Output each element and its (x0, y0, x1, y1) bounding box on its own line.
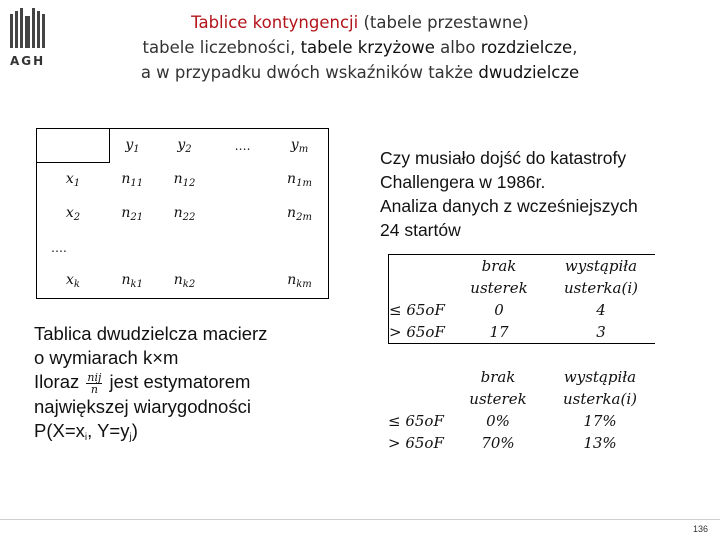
cell-n12: $n_{12}$ (173, 170, 196, 189)
cell-n22: $n_{22}$ (173, 204, 196, 223)
header-text: wystąpiła (563, 368, 637, 386)
title-line-1 (60, 10, 660, 35)
table-row (37, 265, 329, 299)
row-label-x2: $x_2$ (37, 197, 110, 231)
cell-n2m: $n_{2m}$ (272, 197, 329, 231)
table-header-row (388, 366, 654, 410)
row-label-xk: $x_k$ (37, 265, 110, 299)
cell-value: 70% (481, 434, 515, 452)
desc-line-3-a: Iloraz (34, 371, 85, 392)
cell-value: 17 (451, 321, 547, 344)
cell-n11: $n_{11}$ (121, 170, 144, 189)
row-label-dots: …. (37, 231, 110, 265)
desc-line-3-b: jest estymatorem (104, 371, 251, 392)
agh-logo-mark (10, 8, 46, 52)
header-corner-cell (37, 129, 110, 163)
row-label-cold: ≤ 65oF (388, 412, 444, 430)
header-corner-cell (388, 366, 450, 410)
table-row (37, 231, 329, 265)
desc-sub-i: i (84, 431, 88, 443)
cell-value: 0% (486, 412, 510, 430)
title-line-3-a: a w przypadku dwóch wskaźników także (140, 63, 479, 82)
cell-empty (214, 197, 272, 231)
desc-line-3 (34, 370, 324, 395)
desc-line-2 (34, 346, 324, 370)
contingency-table (36, 128, 329, 299)
title-line-2 (60, 35, 660, 60)
cell-empty (214, 163, 272, 197)
cell-n1m: $n_{1m}$ (272, 163, 329, 197)
header-cell-dots: …. (214, 129, 272, 163)
cell-empty (214, 265, 272, 299)
agh-logo-text: AGH (10, 54, 46, 68)
fraction-numerator: nij (87, 370, 102, 384)
cell-value: 4 (596, 301, 606, 319)
title-term-distribution: rozdzielcze (480, 38, 573, 57)
title-line-3 (60, 60, 660, 85)
header-cell-no-defect (451, 255, 547, 300)
title-term-red: Tablice kontyngencji (191, 13, 359, 32)
cell-nk2: $n_{k2}$ (156, 265, 214, 299)
cell-empty (109, 231, 156, 265)
desc-sub-j: j (129, 431, 132, 443)
table-row (389, 321, 656, 344)
header-text: usterka(i) (563, 390, 637, 408)
header-text: usterek (470, 279, 528, 297)
header-cell-y2: $y_2$ (156, 129, 214, 163)
header-text: brak (480, 368, 516, 386)
table-row (37, 163, 329, 197)
header-cell-no-defect (450, 366, 546, 410)
row-label-warm: > 65oF (388, 434, 444, 452)
desc-line-5-a: P(X=x (34, 419, 85, 441)
slide-title (60, 10, 660, 85)
desc-line-5-b: , Y=y (87, 419, 130, 441)
desc-line-2-b: m (163, 347, 179, 368)
note-line-4: 24 startów (380, 220, 461, 240)
cell-nk1: $n_{k1}$ (109, 265, 156, 299)
fraction-denominator: n (90, 382, 98, 396)
header-corner-cell (389, 255, 452, 300)
title-term-crosstab: tabele krzyżowe (300, 38, 435, 57)
title-line-1-rest: (tabele przestawne) (358, 13, 529, 32)
ratio-fraction (86, 372, 102, 395)
header-text: wystąpiła (564, 257, 638, 275)
note-line-3: Analiza danych z wcześniejszych (380, 196, 638, 216)
header-cell-defect (547, 255, 655, 300)
table-row (388, 410, 654, 432)
header-text: brak (481, 257, 517, 275)
row-label-warm: > 65oF (389, 321, 452, 344)
header-cell-y1: $y_1$ (109, 129, 156, 163)
row-label-cold: ≤ 65oF (389, 299, 452, 321)
cell-value: 13% (583, 434, 617, 452)
header-cell-ym: $y_m$ (272, 129, 329, 163)
cell-nkm: $n_{km}$ (272, 265, 329, 299)
header-text: usterka(i) (564, 279, 638, 297)
title-line-2-a: tabele liczebności, (142, 38, 301, 57)
desc-line-4: największej wiarygodności (34, 395, 251, 417)
note-line-2: Challengera w 1986r. (380, 172, 546, 192)
title-term-bivariate: dwudzielcze (478, 63, 580, 82)
table-header-row (37, 129, 329, 163)
page-number: 136 (692, 524, 708, 534)
note-line-1: Czy musiało dojść do katastrofy (380, 148, 627, 168)
cell-value: 0 (494, 301, 504, 319)
cell-value: 3 (547, 321, 655, 344)
agh-logo (8, 8, 46, 72)
cell-n21: $n_{21}$ (121, 204, 144, 223)
table-row (37, 197, 329, 231)
table-row (389, 299, 656, 321)
counts-table (388, 254, 655, 344)
header-text: usterek (469, 390, 527, 408)
contingency-description (34, 322, 324, 450)
challenger-note (380, 146, 700, 242)
title-line-2-e: , (572, 38, 578, 57)
cell-empty (214, 231, 272, 265)
table-header-row (389, 255, 656, 300)
cell-empty (272, 231, 329, 265)
header-cell-defect (546, 366, 654, 410)
times-symbol: × (152, 347, 164, 368)
desc-line-5-c: ) (131, 419, 138, 441)
desc-line-2-a: o wymiarach k (34, 347, 153, 368)
desc-line-5 (34, 419, 324, 450)
cell-empty (156, 231, 214, 265)
title-line-2-c: albo (434, 38, 481, 57)
cell-value: 17% (583, 412, 617, 430)
percent-table (388, 366, 654, 454)
table-row (388, 432, 654, 454)
desc-line-1: Tablica dwudzielcza macierz (34, 323, 268, 344)
footer-divider (0, 519, 720, 520)
row-label-x1: $x_1$ (37, 163, 110, 197)
